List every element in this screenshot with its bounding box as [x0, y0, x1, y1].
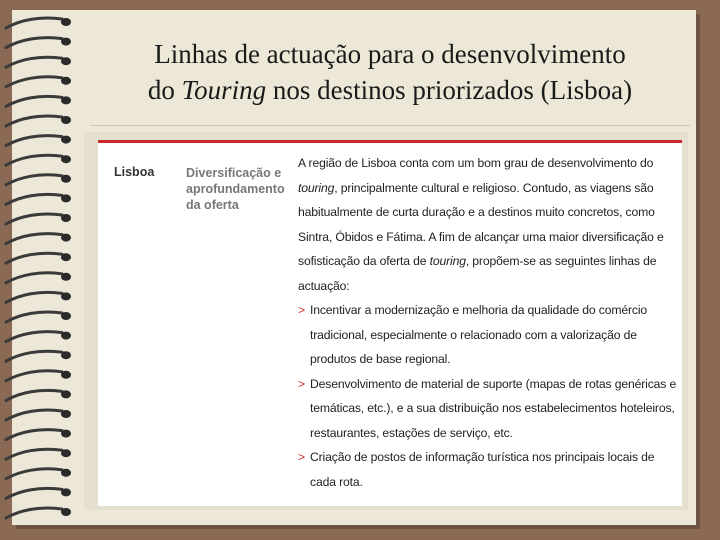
binding-hole — [61, 410, 71, 418]
title-italic-word: Touring — [181, 75, 267, 105]
binding-hole — [61, 175, 71, 183]
binding-ring — [6, 38, 62, 48]
binding-hole — [61, 214, 71, 222]
binding-ring — [6, 234, 62, 244]
list-item-text: Incentivar a modernização e melhoria da qualidade do comércio tradicional, especialmente o relacionado com a valorização de produtos de base regional. — [310, 303, 648, 366]
binding-ring — [6, 430, 62, 440]
binding-hole — [61, 488, 71, 496]
binding-hole — [61, 390, 71, 398]
binding-hole — [61, 273, 71, 281]
binding-ring — [6, 410, 62, 420]
binding-hole — [61, 253, 71, 261]
list-item — [298, 298, 678, 372]
binding-ring — [6, 371, 62, 381]
binding-ring — [6, 214, 62, 224]
binding-hole — [61, 449, 71, 457]
list-item — [298, 372, 678, 446]
bullet-marker: > — [298, 450, 305, 464]
strategy-table — [98, 140, 682, 506]
binding-ring — [6, 351, 62, 361]
binding-hole — [61, 430, 71, 438]
list-item — [298, 445, 678, 494]
binding-hole — [61, 351, 71, 359]
binding-hole — [61, 332, 71, 340]
binding-hole — [61, 136, 71, 144]
intro-paragraph — [298, 151, 678, 298]
binding-hole — [61, 312, 71, 320]
binding-hole — [61, 155, 71, 163]
binding-hole — [61, 234, 71, 242]
description-cell — [298, 151, 678, 494]
binding-ring — [6, 390, 62, 400]
binding-ring — [6, 292, 62, 302]
binding-ring — [6, 508, 62, 518]
title-suffix: nos destinos priorizados (Lisboa) — [266, 75, 633, 105]
intro-text-2: , principalmente cultural e religioso. Contudo, as viagens são habitualmente de curta duração e a destinos muito concretos, como Sintra, Óbidos e Fátima. A fim de alcançar uma maior diversificação e sofisticação da oferta de — [298, 180, 664, 268]
intro-text-1: A região de Lisboa conta com um bom grau de desenvolvimento do — [298, 156, 654, 170]
intro-touring-1: touring — [298, 180, 335, 195]
binding-hole — [61, 57, 71, 65]
bullet-marker: > — [298, 376, 305, 391]
category-cell: Diversificação e aprofundamento da oferta — [186, 166, 285, 212]
binding-ring — [6, 273, 62, 283]
binding-hole — [61, 292, 71, 300]
binding-hole — [61, 116, 71, 124]
title-line-2 — [80, 72, 700, 108]
binding-ring — [6, 136, 62, 146]
binding-ring — [6, 312, 62, 322]
list-item-text: Desenvolvimento de material de suporte (mapas de rotas genéricas e temáticas, etc.), e a sua distribuição nos estabelecimentos hoteleiros, restaurantes, estações de serviço, etc. — [310, 376, 677, 440]
binding-hole — [61, 77, 71, 85]
binding-hole — [61, 371, 71, 379]
slide-title — [80, 36, 700, 108]
binding-hole — [61, 508, 71, 516]
title-divider — [90, 125, 690, 126]
intro-text-3: , propõem-se as seguintes linhas de actuação: — [298, 254, 657, 293]
binding-ring — [6, 469, 62, 479]
binding-ring — [6, 18, 62, 28]
binding-ring — [6, 175, 62, 185]
title-line-1: Linhas de actuação para o desenvolvimento — [154, 39, 626, 69]
binding-ring — [6, 96, 62, 106]
intro-touring-2: touring — [429, 254, 466, 268]
binding-ring — [6, 253, 62, 263]
binding-ring — [6, 488, 62, 498]
binding-ring — [6, 116, 62, 126]
binding-ring — [6, 77, 62, 87]
binding-hole — [61, 96, 71, 104]
action-list — [298, 298, 678, 494]
region-cell: Lisboa — [114, 165, 155, 179]
spiral-binding — [0, 0, 80, 540]
binding-hole — [61, 18, 71, 26]
binding-ring — [6, 57, 62, 67]
binding-hole — [61, 194, 71, 202]
list-item-text: Criação de postos de informação turística nos principais locais de cada rota. — [310, 450, 655, 489]
binding-hole — [61, 38, 71, 46]
title-prefix: do — [147, 75, 182, 105]
binding-hole — [61, 469, 71, 477]
binding-ring — [6, 332, 62, 342]
binding-ring — [6, 155, 62, 165]
binding-ring — [6, 194, 62, 204]
binding-ring — [6, 449, 62, 459]
bullet-marker: > — [298, 303, 305, 317]
